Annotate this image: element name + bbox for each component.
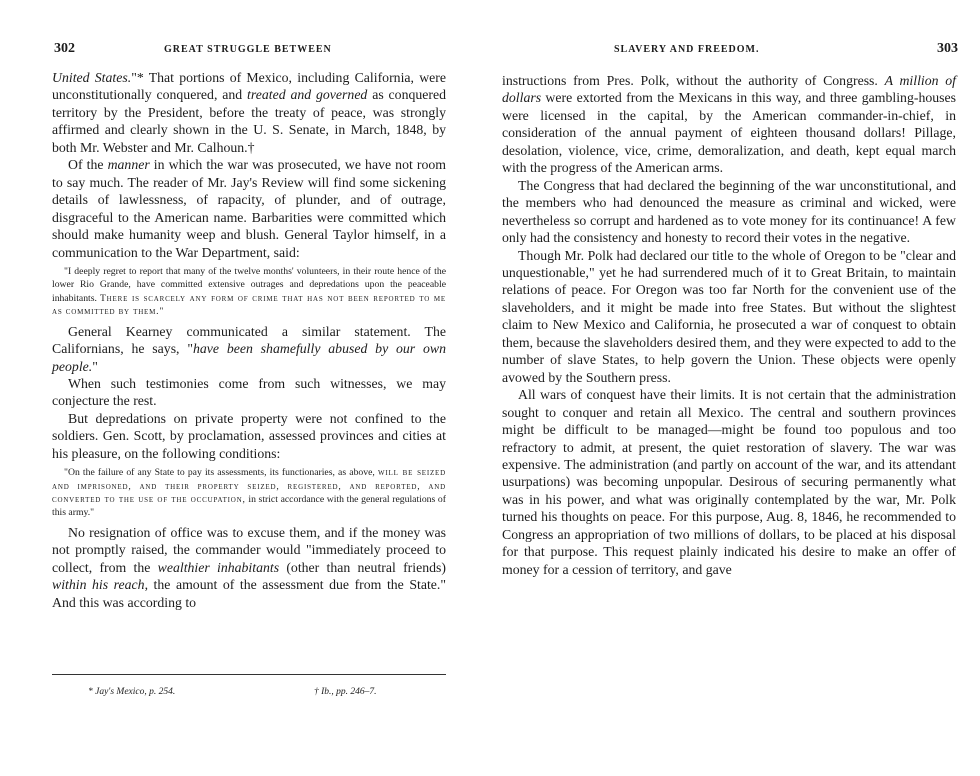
right-paragraph-1 [502,72,956,177]
italic-text: treated and governed [247,87,368,103]
small-caps-text: will be seized and imprisoned, and their property seized, registered, and reported, and converted to the use of the occupation, [52,467,446,506]
text-run: "* That portions of Mexico, including California, were unconstitutionally conquered, and [52,70,447,103]
footnote-2: † Ib., pp. 246–7. [314,687,377,697]
text-run: General Kearney communicated a similar statement. The Californians, he says, " [52,323,446,357]
left-paragraph-3 [52,323,446,375]
text-run: (other than neutral friends) [279,559,446,575]
right-page-body [502,72,956,578]
right-page-number: 303 [937,41,958,56]
left-page-body [52,69,446,611]
left-paragraph-5: But depredations on private property were not confined to the soldiers. Gen. Scott, by proclamation, assessed provinces and cities at his pleasure, on the following conditions: [52,410,446,461]
italic-text: wealthier inhabitants [157,559,280,575]
footnote-divider [52,674,446,675]
text-run: in strict accordance with the general regulations of this army." [52,494,447,519]
left-paragraph-4: When such testimonies come from such witnesses, we may conjecture the rest. [52,375,446,409]
right-paragraph-2: The Congress that had declared the beginning of the war unconstitutional, and the members who had denounced the measure as criminal and wicked, were nevertheless so corrupt and hardened as to vote money for its continuance! A few only had the consistency and honesty to record their votes in the negative. [502,177,956,246]
text-run: " [92,358,98,374]
footnotes [88,687,388,697]
text-run: were extorted from the Mexicans in this way, and three gambling-houses were licensed in the capital, by the American commander-in-chief, in consideration of the annual payment of eighteen thousand dollars! Pillage, desolation, violence, vice, crime, demoralization, and death, kept equal march with the progress of the American arms. [502,90,956,176]
italic-text: within his reach [52,577,145,593]
scott-proclamation-quotation [52,466,446,520]
right-page [490,0,980,776]
footnote-1: * Jay's Mexico, p. 254. [88,687,176,697]
right-paragraph-4: All wars of conquest have their limits. It is not certain that the administration sought to conquer and retain all Mexico. The central and southern provinces might be difficult to be managed—might be found too populous and too refractory to admit, at present, the quiet restoration of slavery. The war was expensive. The administration (and partly on account of the war, and its attendant usurpations) was becoming unpopular. Desirous of securing permanently what was in his power, and what was originally contemplated by the war, Mr. Polk turned his thoughts on peace. For this purpose, Aug. 8, 1846, he recommended to Congress an appropriation of two millions of dollars, to be placed at his disposal for that purpose. This request plainly indicated his desire to make an offer of money for a cession of territory, and gave [502,387,956,577]
italic-text: manner [107,157,150,173]
right-running-title: SLAVERY AND FREEDOM. [614,44,760,55]
italic-text: United States. [52,70,132,85]
text-run: instructions from Pres. Polk, without the authority of Congress. [502,73,885,88]
right-paragraph-3: Though Mr. Polk had declared our title to the whole of Oregon to be "clear and unquestionable," yet he had surrendered much of it to Great Britain, to maintain relations of peace. For Oregon was too far North for the convenient use of the slaveholders, and it might be made into free States. But without the slightest claim to New Mexico and California, he prosecuted a war of conquest to obtain them, because the slaveholders desired them, and they were expected to add to the number of slave States, to help govern the Union. These objects were openly avowed by the Southern press. [502,247,956,385]
taylor-quotation [52,265,446,319]
left-paragraph-1 [52,69,446,156]
italic-text: A million of dollars [502,73,956,106]
left-page-number: 302 [54,41,75,56]
text-run: " [159,306,164,318]
text-run: "On the failure of any State to pay its assessments, its functionaries, as above, [64,467,378,479]
text-run: , the amount of the assessment due from the State." And this was according to [52,577,446,610]
left-running-title: GREAT STRUGGLE BETWEEN [164,44,332,55]
right-running-head [614,41,958,62]
text-run: as conquered territory by the President, before the treaty of peace, was strongly affirmed and clearly shown in the U. S. Senate, in March, 1848, by both Mr. Webster and Mr. Calhoun.† [52,87,447,155]
text-run: No resignation of office was to excuse them, and if the money was not promptly raised, the commander would "immediately proceed to collect, from the [52,524,446,575]
left-paragraph-2 [52,156,446,261]
italic-text: have been shamefully abused by our own people. [52,341,446,374]
text-run: Of the [68,157,108,173]
left-paragraph-6 [52,524,446,611]
text-run: "I deeply regret to report that many of the twelve months' volunteers, in their route hence of the lower Rio Grande, have committed extensive outrages and depredations upon the peaceable inhabitants. [52,265,446,304]
small-caps-text: There is scarcely any form of crime that has not been reported to me as committed by them. [52,292,446,318]
text-run: in which the war was prosecuted, we have not room to say much. The reader of Mr. Jay's Review will find some sickening details of lawlessness, of rapacity, of plunder, and of outrage, disgraceful to the American name. Barbarities were committed which should make humanity weep and blush. General Taylor himself, in a communication to the War Department, said: [52,157,446,260]
left-running-head [54,41,448,62]
